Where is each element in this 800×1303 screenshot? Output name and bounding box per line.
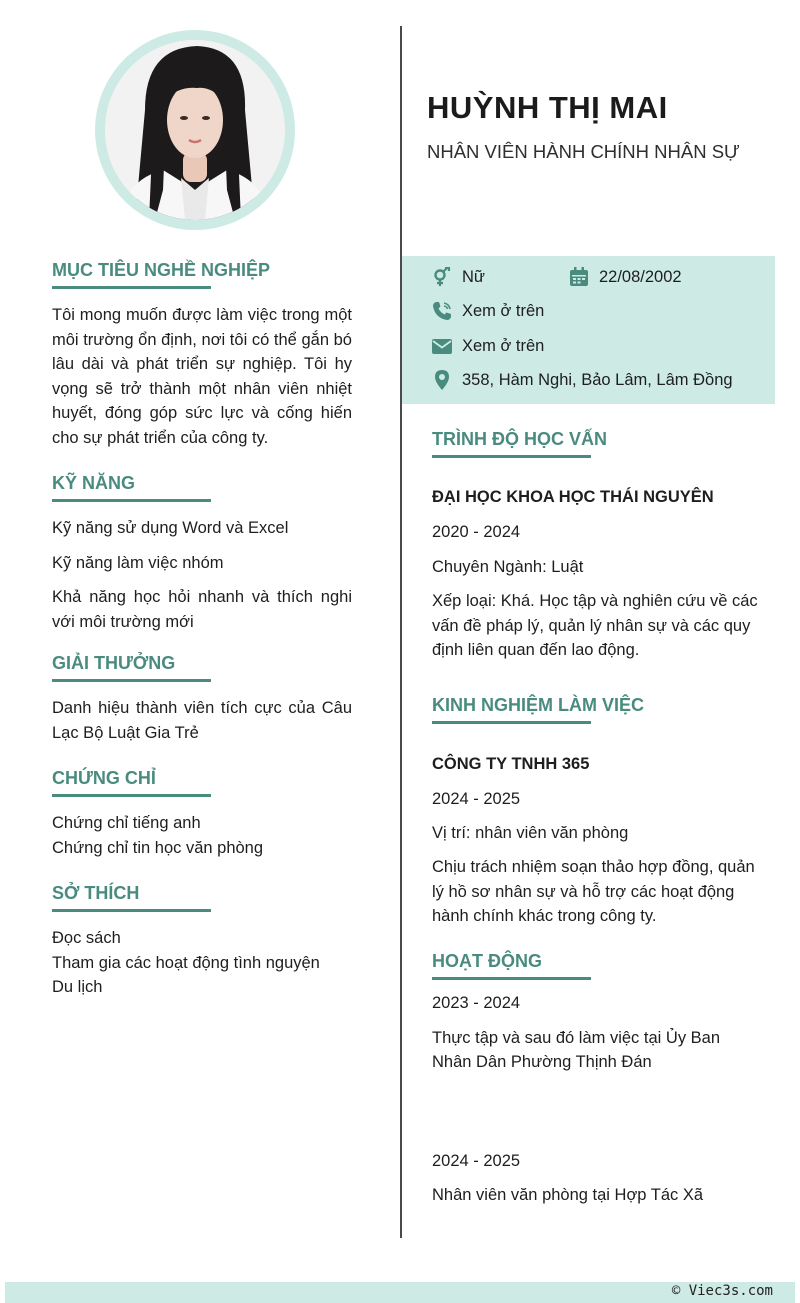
gender-icon bbox=[432, 267, 452, 287]
address-row bbox=[432, 370, 733, 390]
activity-period: 2023 - 2024 bbox=[432, 994, 521, 1012]
hobbies-section bbox=[52, 881, 352, 1000]
career-objective-section bbox=[52, 258, 352, 450]
list-item: Tham gia các hoạt động tình nguyện bbox=[52, 953, 320, 972]
candidate-name: HUỲNH THỊ MAI bbox=[427, 90, 668, 125]
activity-period: 2024 - 2025 bbox=[432, 1151, 521, 1170]
list-item: Du lịch bbox=[52, 978, 103, 996]
experience-detail: Chịu trách nhiệm soạn thảo hợp đồng, quản lý hồ sơ nhân sự và hỗ trợ các hoạt động hành chính khác trong công ty. bbox=[432, 858, 755, 925]
gender-value: Nữ bbox=[462, 267, 485, 286]
address-value: 358, Hàm Nghi, Bảo Lâm, Lâm Đồng bbox=[462, 370, 733, 389]
awards-section bbox=[52, 651, 352, 745]
section-underline bbox=[52, 794, 211, 797]
section-underline bbox=[432, 721, 591, 724]
email-value: Xem ở trên bbox=[462, 336, 545, 355]
email-icon bbox=[432, 336, 452, 356]
list-item: Kỹ năng làm việc nhóm bbox=[52, 553, 224, 572]
candidate-title: NHÂN VIÊN HÀNH CHÍNH NHÂN SỰ bbox=[427, 141, 740, 162]
list-item: Khả năng học hỏi nhanh và thích nghi với môi trường mới bbox=[52, 588, 352, 631]
list-item: Đọc sách bbox=[52, 929, 121, 947]
phone-icon bbox=[432, 301, 452, 321]
education-major: Chuyên Ngành: Luật bbox=[432, 557, 584, 576]
activity-text: Nhân viên văn phòng tại Hợp Tác Xã bbox=[432, 1186, 704, 1204]
section-title: TRÌNH ĐỘ HỌC VẤN bbox=[432, 429, 607, 449]
section-title: KỸ NĂNG bbox=[52, 473, 136, 493]
phone-value: Xem ở trên bbox=[462, 301, 545, 320]
column-divider bbox=[400, 26, 402, 1238]
objective-text: Tôi mong muốn được làm việc trong một môi trường ổn định, nơi tôi có thể gắn bó lâu dài và phát triển sự nghiệp. Tôi hy vọng sẽ trở thành một nhân viên nhiệt huyết, đóng góp sức lực và cống hiến cho sự phát triển của công ty. bbox=[52, 306, 352, 447]
experience-section bbox=[432, 693, 762, 929]
calendar-icon bbox=[569, 267, 589, 287]
location-icon bbox=[432, 370, 452, 390]
section-title: GIẢI THƯỞNG bbox=[52, 653, 176, 673]
contact-panel bbox=[402, 256, 775, 404]
phone-row bbox=[432, 301, 544, 321]
section-underline bbox=[52, 909, 211, 912]
activities-section bbox=[432, 949, 762, 1208]
birthdate-value: 22/08/2002 bbox=[599, 267, 682, 286]
company-name: CÔNG TY TNHH 365 bbox=[432, 755, 590, 773]
certificates-section bbox=[52, 766, 352, 860]
footer-credit: © Viec3s.com bbox=[671, 1283, 773, 1299]
experience-period: 2024 - 2025 bbox=[432, 790, 521, 808]
section-title: HOẠT ĐỘNG bbox=[432, 951, 542, 971]
section-underline bbox=[432, 455, 591, 458]
list-item: Chứng chỉ tiếng anh bbox=[52, 814, 201, 832]
email-row bbox=[432, 336, 544, 356]
list-item: Chứng chỉ tin học văn phòng bbox=[52, 838, 264, 857]
section-title: SỞ THÍCH bbox=[52, 883, 140, 903]
education-section bbox=[432, 427, 762, 663]
birthdate-row bbox=[569, 267, 682, 287]
portrait-photo bbox=[105, 40, 285, 220]
section-title: KINH NGHIỆM LÀM VIỆC bbox=[432, 695, 645, 715]
experience-position: Vị trí: nhân viên văn phòng bbox=[432, 823, 629, 842]
section-underline bbox=[52, 499, 211, 502]
avatar bbox=[105, 40, 285, 220]
award-text: Danh hiệu thành viên tích cực của Câu Lạc Bộ Luật Gia Trẻ bbox=[52, 699, 352, 742]
section-title: MỤC TIÊU NGHỀ NGHIỆP bbox=[52, 260, 271, 280]
education-detail: Xếp loại: Khá. Học tập và nghiên cứu về các vấn đề pháp lý, quản lý nhân sự và các quy định liên quan đến lao động. bbox=[432, 592, 758, 659]
section-underline bbox=[52, 286, 211, 289]
school-name: ĐẠI HỌC KHOA HỌC THÁI NGUYÊN bbox=[432, 488, 714, 506]
section-title: CHỨNG CHỈ bbox=[52, 768, 156, 788]
section-underline bbox=[432, 977, 591, 980]
list-item: Kỹ năng sử dụng Word và Excel bbox=[52, 519, 289, 537]
education-period: 2020 - 2024 bbox=[432, 523, 521, 541]
skills-section bbox=[52, 471, 352, 634]
activity-text: Thực tập và sau đó làm việc tại Ủy Ban Nhân Dân Phường Thịnh Đán bbox=[432, 1028, 721, 1071]
gender-row bbox=[432, 267, 485, 287]
section-underline bbox=[52, 679, 211, 682]
